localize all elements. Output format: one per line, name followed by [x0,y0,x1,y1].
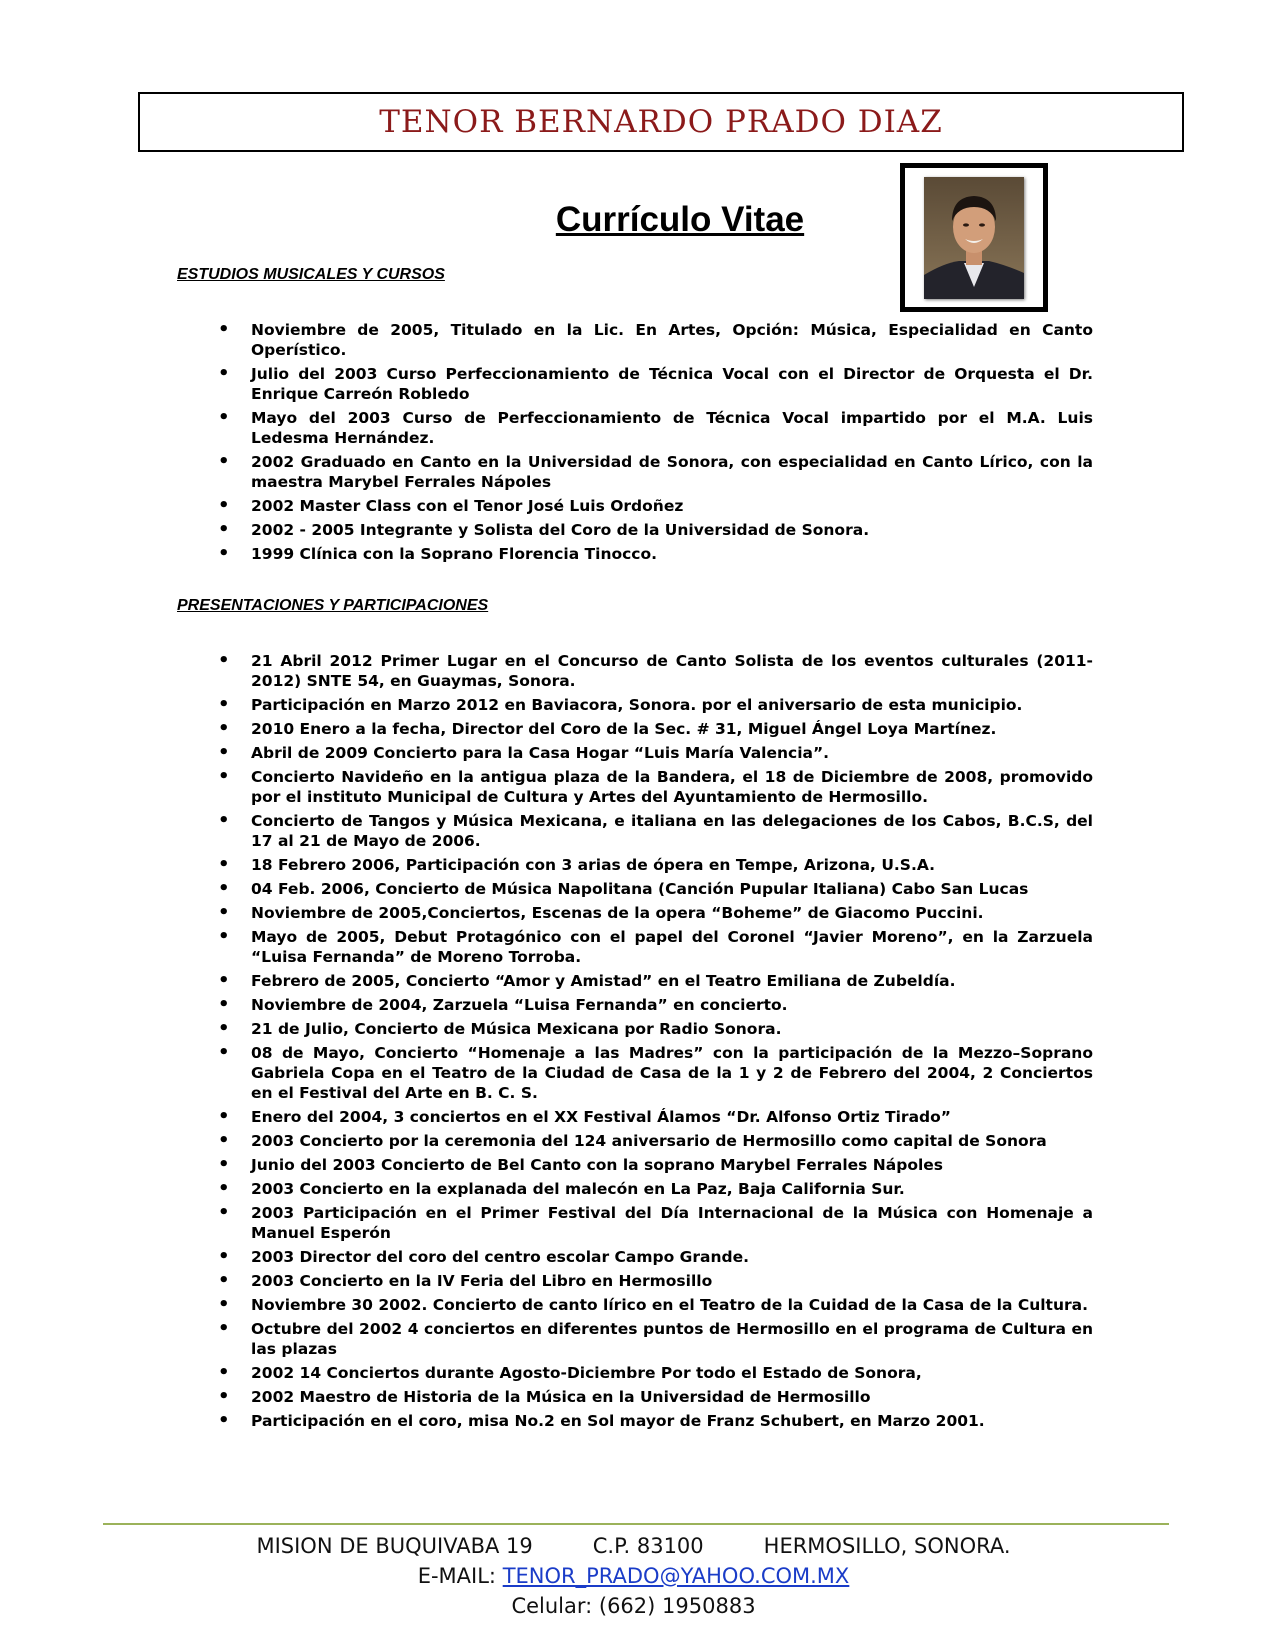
presentations-list [251,651,1093,1435]
footer-postal-code: C.P. 83100 [592,1534,704,1558]
footer-address-line [0,1534,1267,1558]
list-item: • 2002 14 Conciertos durante Agosto-Diciembre Por todo el Estado de Sonora, [251,1363,1093,1383]
list-item: • Julio del 2003 Curso Perfeccionamiento de Técnica Vocal con el Director de Orquesta el Dr. Enrique Carreón Robledo [251,364,1093,404]
footer-address: MISION DE BUQUIVABA 19 [256,1534,533,1558]
candidate-name: TENOR BERNARDO PRADO DIAZ [379,104,943,140]
list-item: • 21 de Julio, Concierto de Música Mexicana por Radio Sonora. [251,1019,1093,1039]
list-item: • 04 Feb. 2006, Concierto de Música Napolitana (Canción Pupular Italiana) Cabo San Lucas [251,879,1093,899]
portrait-frame [900,163,1048,312]
list-item: • 2003 Concierto en la IV Feria del Libro en Hermosillo [251,1271,1093,1291]
list-item: • 2003 Director del coro del centro escolar Campo Grande. [251,1247,1093,1267]
list-item: • Noviembre de 2005, Titulado en la Lic. En Artes, Opción: Música, Especialidad en Canto Operístico. [251,320,1093,360]
footer-email-line [0,1564,1267,1588]
list-item: • 2002 Graduado en Canto en la Universidad de Sonora, con especialidad en Canto Lírico, con la maestra Marybel Ferrales Nápoles [251,452,1093,492]
list-item: • Junio del 2003 Concierto de Bel Canto con la soprano Marybel Ferrales Nápoles [251,1155,1093,1175]
list-item: • 2003 Concierto por la ceremonia del 124 aniversario de Hermosillo como capital de Sonora [251,1131,1093,1151]
list-item: • 2002 Maestro de Historia de la Música en la Universidad de Hermosillo [251,1387,1093,1407]
list-item: • 2010 Enero a la fecha, Director del Coro de la Sec. # 31, Miguel Ángel Loya Martínez. [251,719,1093,739]
list-item: • Noviembre 30 2002. Concierto de canto lírico en el Teatro de la Cuidad de la Casa de la Cultura. [251,1295,1093,1315]
list-item: • Mayo del 2003 Curso de Perfeccionamiento de Técnica Vocal impartido por el M.A. Luis Ledesma Hernández. [251,408,1093,448]
list-item: • Enero del 2004, 3 conciertos en el XX Festival Álamos “Dr. Alfonso Ortiz Tirado” [251,1107,1093,1127]
list-item: • 21 Abril 2012 Primer Lugar en el Concurso de Canto Solista de los eventos culturales (2011-2012) SNTE 54, en Guaymas, Sonora. [251,651,1093,691]
list-item: • Febrero de 2005, Concierto “Amor y Amistad” en el Teatro Emiliana de Zubeldía. [251,971,1093,991]
presentations-heading: PRESENTACIONES Y PARTICIPACIONES [177,597,489,614]
document-title: Currículo Vitae [555,200,805,239]
list-item: • Concierto Navideño en la antigua plaza de la Bandera, el 18 de Diciembre de 2008, promovido por el instituto Municipal de Cultura y Artes del Ayuntamiento de Hermosillo. [251,767,1093,807]
list-item: • Mayo de 2005, Debut Protagónico con el papel del Coronel “Javier Moreno”, en la Zarzuela “Luisa Fernanda” de Moreno Torroba. [251,927,1093,967]
studies-heading: ESTUDIOS MUSICALES Y CURSOS [177,266,445,283]
list-item: • 2002 - 2005 Integrante y Solista del Coro de la Universidad de Sonora. [251,520,1093,540]
portrait-photo [924,177,1024,299]
list-item: • 2003 Participación en el Primer Festival del Día Internacional de la Música con Homenaje a Manuel Esperón [251,1203,1093,1243]
list-item: • Octubre del 2002 4 conciertos en diferentes puntos de Hermosillo en el programa de Cultura en las plazas [251,1319,1093,1359]
list-item: • 1999 Clínica con la Soprano Florencia Tinocco. [251,544,1093,564]
footer-email-label: E-MAIL: [417,1564,496,1588]
list-item: • Noviembre de 2004, Zarzuela “Luisa Fernanda” en concierto. [251,995,1093,1015]
studies-list [251,320,1093,568]
list-item: • 08 de Mayo, Concierto “Homenaje a las Madres” con la participación de la Mezzo–Soprano Gabriela Copa en el Teatro de la Ciudad de Casa de la 1 y 2 de Febrero del 2004, 2 Conciertos en el Festival del Arte en B. C. S. [251,1043,1093,1103]
list-item: • Participación en el coro, misa No.2 en Sol mayor de Franz Schubert, en Marzo 2001. [251,1411,1093,1431]
footer-city: HERMOSILLO, SONORA. [763,1534,1011,1558]
list-item: • Participación en Marzo 2012 en Baviacora, Sonora. por el aniversario de esta municipio. [251,695,1093,715]
footer-phone: Celular: (662) 1950883 [511,1594,756,1618]
footer-email-link[interactable]: TENOR_PRADO@YAHOO.COM.MX [502,1564,850,1588]
list-item: • 2003 Concierto en la explanada del malecón en La Paz, Baja California Sur. [251,1179,1093,1199]
list-item: • 18 Febrero 2006, Participación con 3 arias de ópera en Tempe, Arizona, U.S.A. [251,855,1093,875]
list-item: • Concierto de Tangos y Música Mexicana, e italiana en las delegaciones de los Cabos, B.C.S, del 17 al 21 de Mayo de 2006. [251,811,1093,851]
list-item: • Abril de 2009 Concierto para la Casa Hogar “Luis María Valencia”. [251,743,1093,763]
list-item: • Noviembre de 2005,Conciertos, Escenas de la opera “Boheme” de Giacomo Puccini. [251,903,1093,923]
footer-divider [103,1523,1169,1525]
list-item: • 2002 Master Class con el Tenor José Luis Ordoñez [251,496,1093,516]
name-banner [138,92,1184,152]
